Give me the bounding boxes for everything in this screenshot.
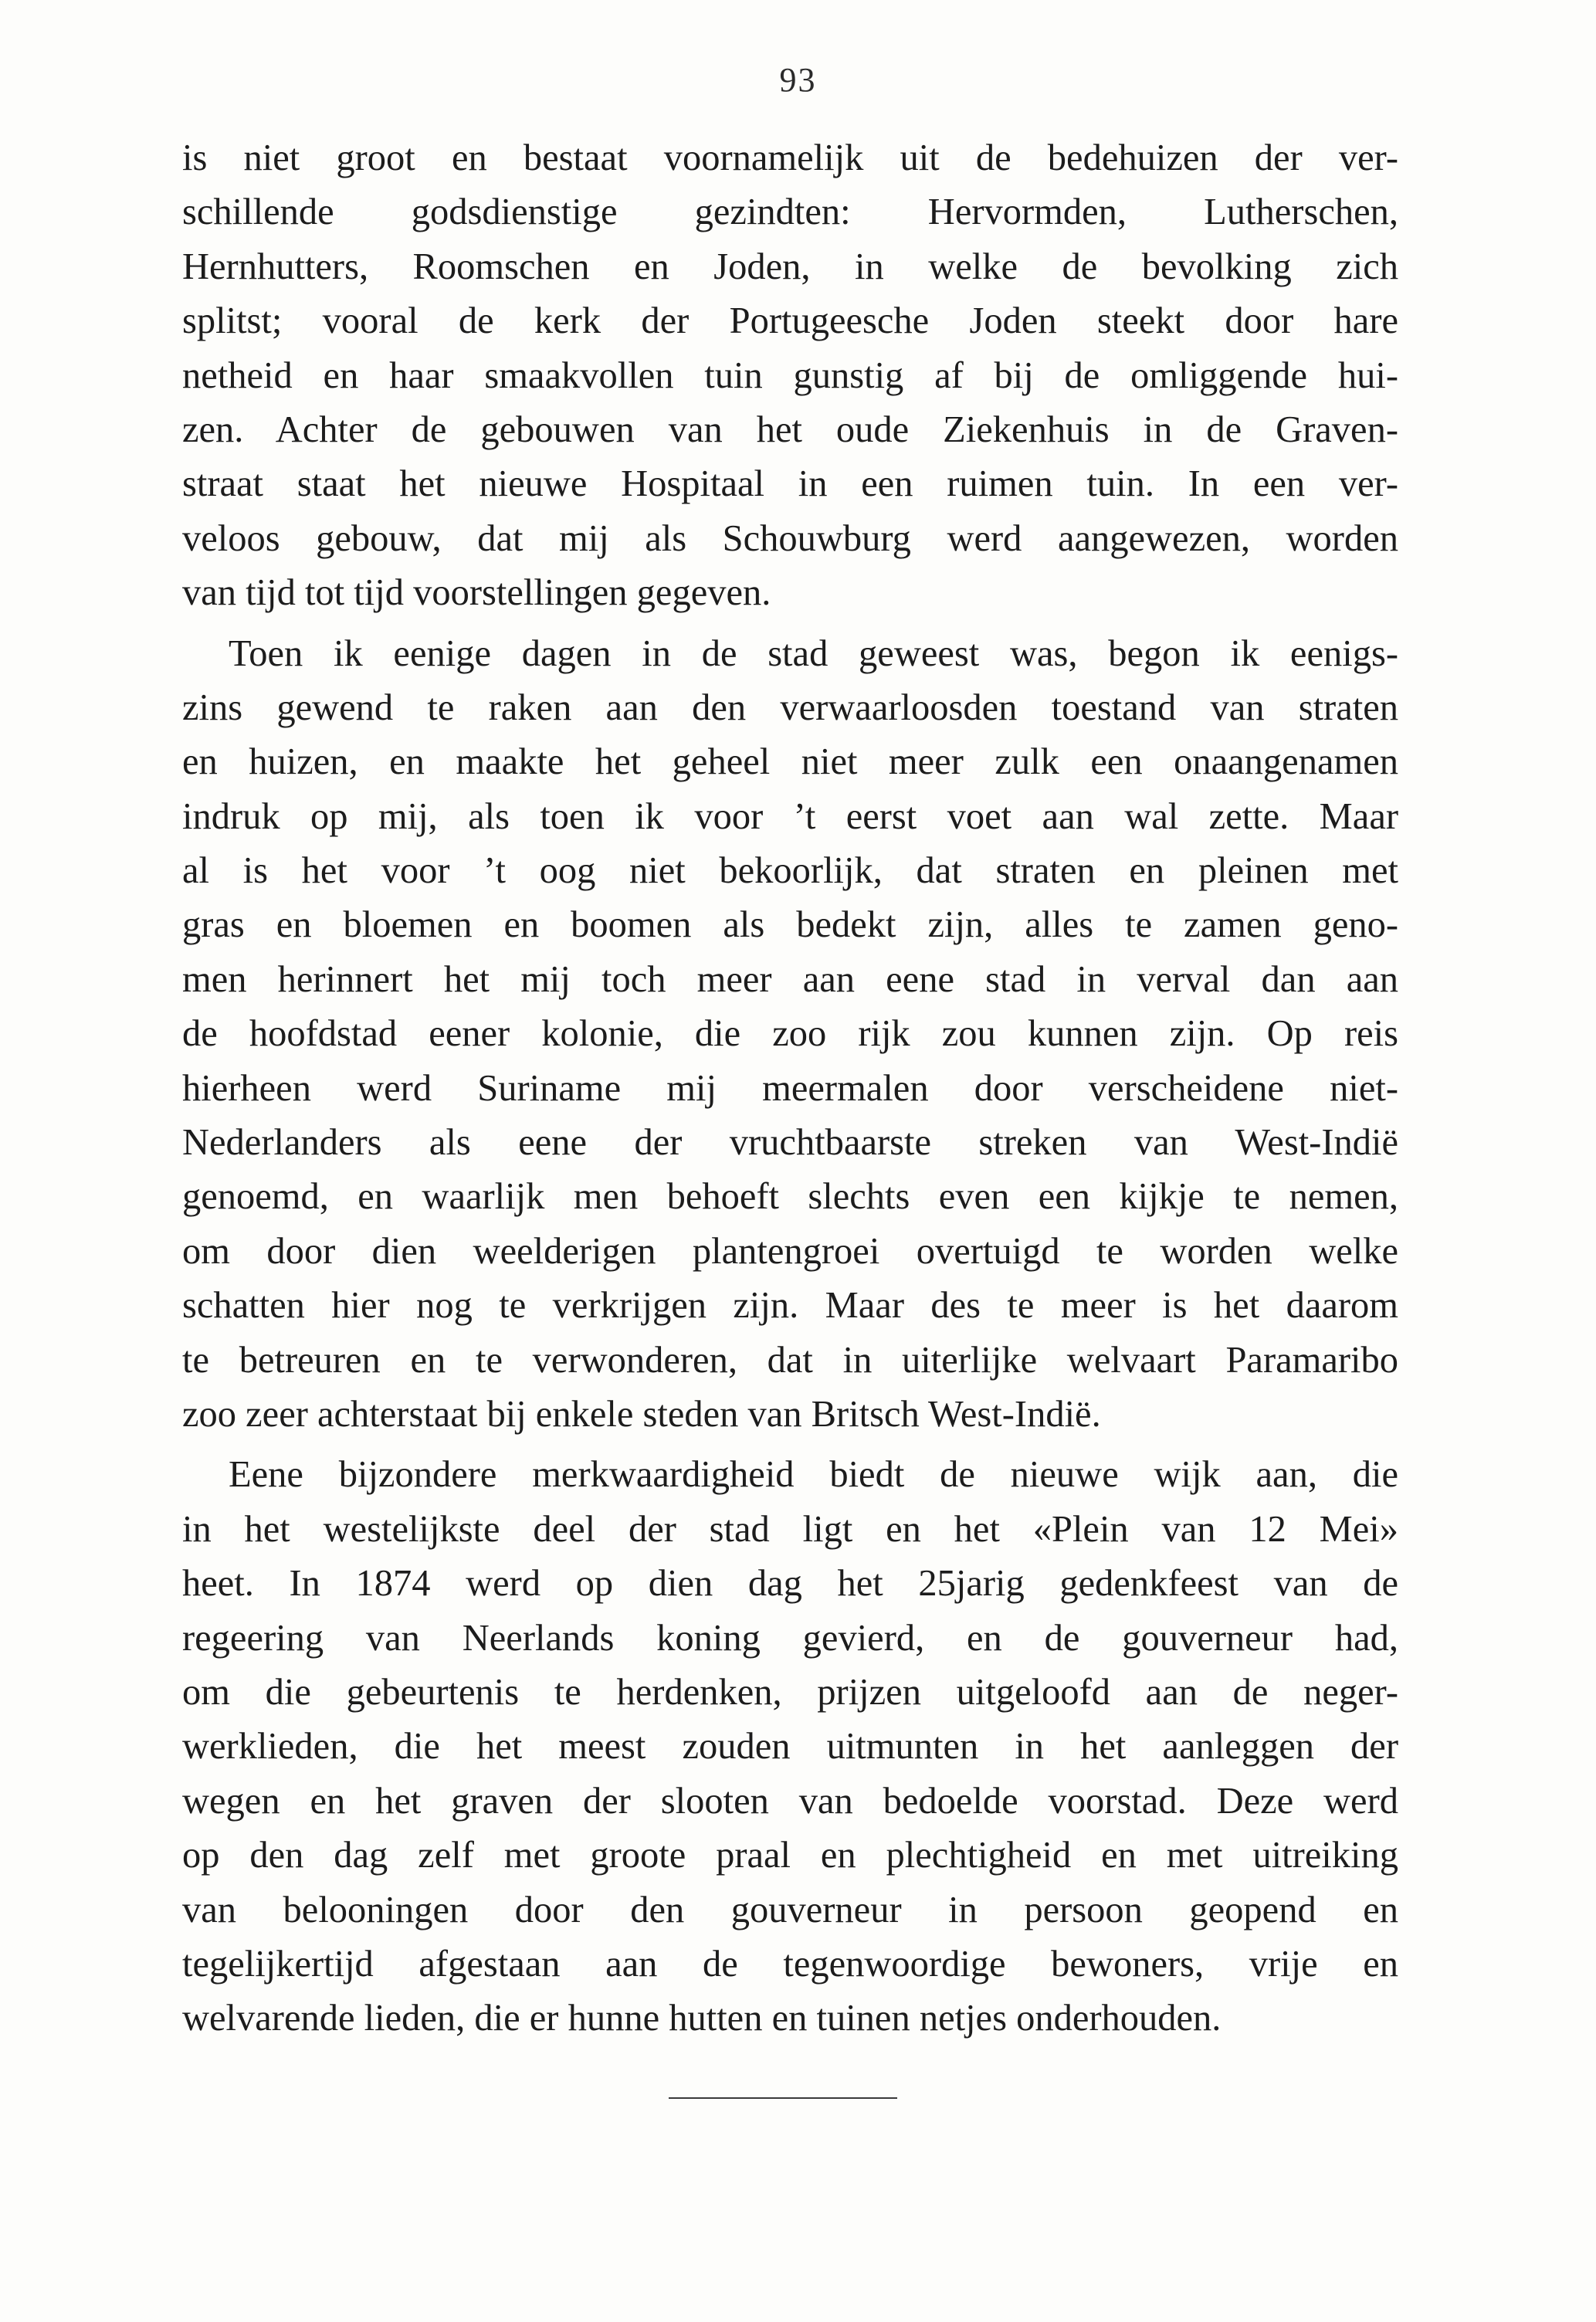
text-line: schatten hier nog te verkrijgen zijn. Maar des te meer is het daarom bbox=[182, 1285, 1398, 1327]
text-line: gras en bloemen en boomen als bedekt zijn, alles te zamen geno- bbox=[182, 904, 1398, 946]
text-line: Hernhutters, Roomschen en Joden, in welke de bevolking zich bbox=[182, 246, 1398, 287]
text-line: regeering van Neerlands koning gevierd, en de gouverneur had, bbox=[182, 1617, 1398, 1659]
page-number: 93 bbox=[779, 61, 817, 99]
section-end-rule bbox=[669, 2097, 897, 2099]
paragraph-2 bbox=[182, 627, 1398, 1442]
text-line: is niet groot en bestaat voornamelijk uit de bedehuizen der ver- bbox=[182, 137, 1398, 178]
text-line: en huizen, en maakte het geheel niet meer zulk een onaangenamen bbox=[182, 741, 1398, 783]
text-line: werklieden, die het meest zouden uitmunten in het aanleggen der bbox=[182, 1726, 1398, 1768]
text-line: schillende godsdienstige gezindten: Hervormden, Lutherschen, bbox=[182, 192, 1398, 233]
text-line: van tijd tot tijd voorstellingen gegeven. bbox=[182, 572, 771, 614]
text-line: heet. In 1874 werd op dien dag het 25jarig gedenkfeest van de bbox=[182, 1563, 1398, 1605]
text-line: straat staat het nieuwe Hospitaal in een ruimen tuin. In een ver- bbox=[182, 463, 1398, 505]
text-line: Toen ik eenige dagen in de stad geweest was, begon ik eenigs- bbox=[229, 632, 1398, 674]
text-line: tegelijkertijd afgestaan aan de tegenwoordige bewoners, vrije en bbox=[182, 1943, 1398, 1985]
text-line: zen. Achter de gebouwen van het oude Ziekenhuis in de Graven- bbox=[182, 408, 1398, 450]
text-line: om die gebeurtenis te herdenken, prijzen uitgeloofd aan de neger- bbox=[182, 1671, 1398, 1713]
text-line: van belooningen door den gouverneur in persoon geopend en bbox=[182, 1889, 1398, 1930]
body-text bbox=[182, 131, 1398, 2046]
text-line: de hoofdstad eener kolonie, die zoo rijk zou kunnen zijn. Op reis bbox=[182, 1013, 1398, 1055]
text-line: op den dag zelf met groote praal en plechtigheid en met uitreiking bbox=[182, 1835, 1398, 1876]
text-line: wegen en het graven der slooten van bedoelde voorstad. Deze werd bbox=[182, 1780, 1398, 1822]
paragraph-gap bbox=[182, 1442, 1398, 1448]
text-line: splitst; vooral de kerk der Portugeesche Joden steekt door hare bbox=[182, 300, 1398, 342]
text-line: Nederlanders als eene der vruchtbaarste streken van West-Indië bbox=[182, 1122, 1398, 1164]
text-line: Eene bijzondere merkwaardigheid biedt de nieuwe wijk aan, die bbox=[229, 1454, 1398, 1496]
text-line: te betreuren en te verwonderen, dat in uiterlijke welvaart Paramaribo bbox=[182, 1339, 1398, 1381]
text-line: welvarende lieden, die er hunne hutten en tuinen netjes onderhouden. bbox=[182, 1998, 1222, 2039]
paragraph-1 bbox=[182, 131, 1398, 621]
paragraph-3 bbox=[182, 1448, 1398, 2046]
text-line: hierheen werd Suriname mij meermalen door verscheidene niet- bbox=[182, 1067, 1398, 1109]
text-line: netheid en haar smaakvollen tuin gunstig af bij de omliggende hui- bbox=[182, 354, 1398, 396]
text-line: genoemd, en waarlijk men behoeft slechts even een kijkje te nemen, bbox=[182, 1176, 1398, 1218]
text-line: men herinnert het mij toch meer aan eene stad in verval dan aan bbox=[182, 958, 1398, 1000]
text-line: indruk op mij, als toen ik voor ’t eerst voet aan wal zette. Maar bbox=[182, 795, 1398, 837]
text-line: veloos gebouw, dat mij als Schouwburg werd aangewezen, worden bbox=[182, 517, 1398, 559]
text-line: al is het voor ’t oog niet bekoorlijk, dat straten en pleinen met bbox=[182, 850, 1398, 892]
text-line: zins gewend te raken aan den verwaarloosden toestand van straten bbox=[182, 686, 1398, 728]
text-line: in het westelijkste deel der stad ligt en het «Plein van 12 Mei» bbox=[182, 1508, 1398, 1550]
text-line: zoo zeer achterstaat bij enkele steden van Britsch West-Indië. bbox=[182, 1393, 1101, 1435]
paragraph-gap bbox=[182, 621, 1398, 627]
text-line: om door dien weelderigen plantengroei overtuigd te worden welke bbox=[182, 1230, 1398, 1272]
